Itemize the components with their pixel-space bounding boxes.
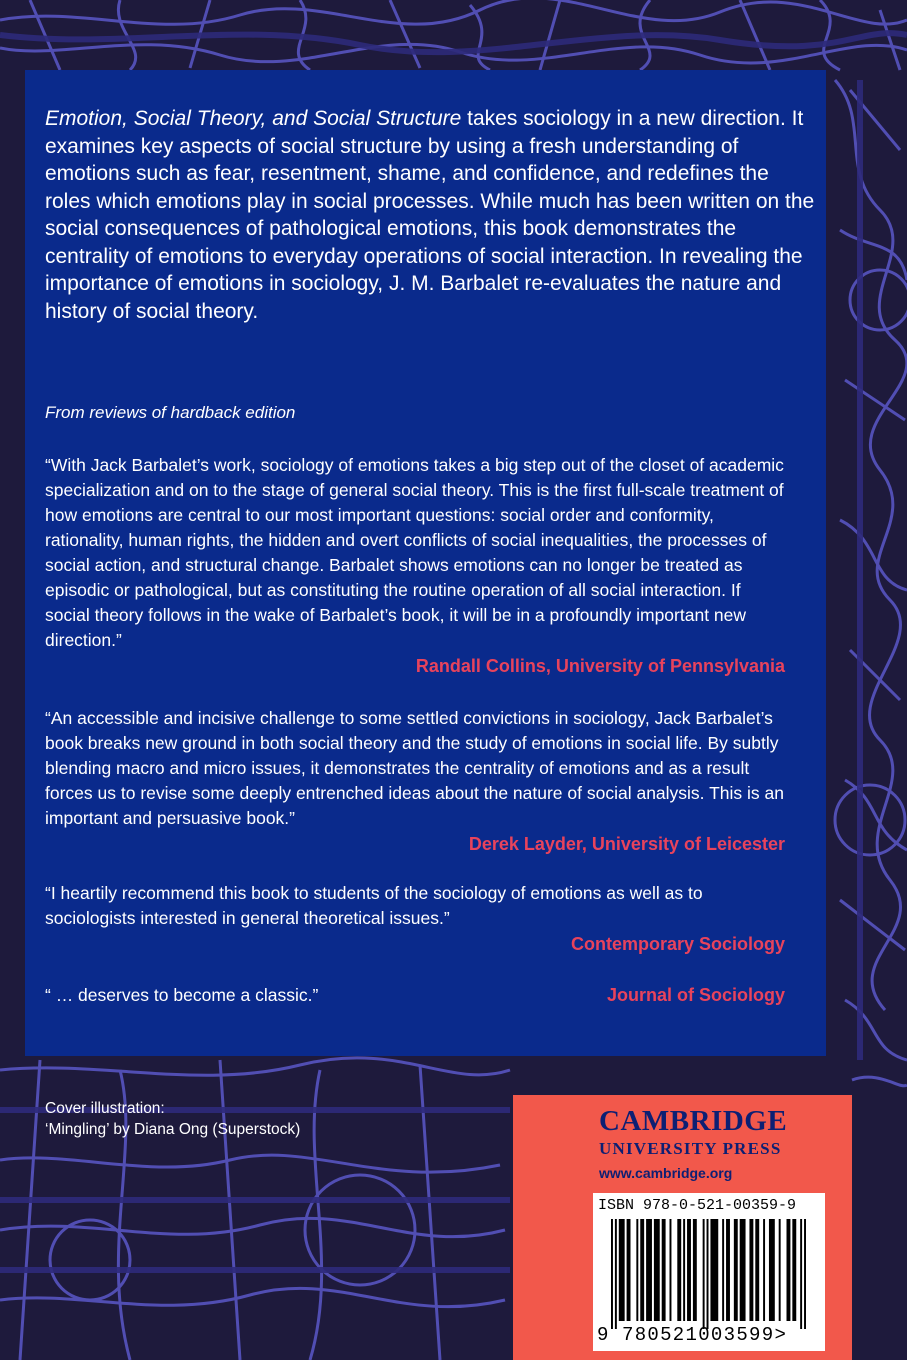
barcode-bar	[646, 1219, 652, 1321]
barcode-bar	[749, 1219, 753, 1321]
publisher-press: UNIVERSITY PRESS	[599, 1139, 782, 1158]
book-summary	[45, 105, 815, 325]
barcode-bar	[740, 1219, 746, 1321]
review-text: “An accessible and incisive challenge to some settled convictions in sociology, Jack Barbalet’s book breaks new ground in both social theory and the study of emotions in social life. By subtly blending macro and micro issues, it demonstrates the centrality of emotions and as a result forces us to revise some deeply entrenched ideas about the nature of social analysis. This is an important and persuasive book.”	[45, 708, 784, 828]
barcode	[593, 1193, 825, 1351]
barcode-bar	[792, 1219, 796, 1321]
review-quote	[45, 881, 785, 957]
barcode-bar	[800, 1219, 802, 1329]
barcode-bar	[677, 1219, 681, 1321]
book-title-italic: Emotion, Social Theory, and Social Structure	[45, 107, 462, 130]
publisher-panel	[513, 1095, 852, 1360]
barcode-bar	[703, 1219, 705, 1329]
barcode-bar	[779, 1219, 781, 1321]
reviews-heading: From reviews of hardback edition	[45, 403, 296, 422]
review-attribution: Contemporary Sociology	[570, 934, 785, 954]
barcode-bar	[734, 1219, 738, 1321]
barcode-bar	[755, 1219, 759, 1321]
ean-first-digit: 9	[597, 1324, 609, 1346]
barcode-bar	[693, 1219, 697, 1321]
barcode-bar	[683, 1219, 685, 1321]
summary-text: takes sociology in a new direction. It examines key aspects of social structure by using a fresh understanding of emotions such as fear, resentment, shame, and confidence, and redefines the roles which emotions play in social processes. While much has been written on the social consequences of pathological emotions, this book demonstrates the centrality of emotions to everyday operations of social interaction. In revealing the importance of emotions in sociology, J. M. Barbalet re-evaluates the nature and history of social theory.	[45, 107, 815, 323]
barcode-bar	[636, 1219, 638, 1321]
barcode-bar	[619, 1219, 625, 1321]
barcode-bar	[662, 1219, 666, 1321]
review-attribution: Randall Collins, University of Pennsylvania	[415, 656, 785, 676]
barcode-bar	[763, 1219, 765, 1321]
barcode-bar	[611, 1219, 613, 1329]
barcode-bar	[769, 1219, 775, 1321]
cover-illustration-credit	[45, 1098, 300, 1140]
barcode-bar	[627, 1219, 631, 1321]
barcode-bar	[787, 1219, 791, 1321]
barcode-bar	[726, 1219, 730, 1321]
ean-digit-groups: 780521003599	[622, 1324, 775, 1346]
ean-digits	[622, 1324, 787, 1346]
publisher-name: CAMBRIDGE	[599, 1105, 788, 1137]
barcode-bar	[722, 1219, 724, 1321]
review-quote	[45, 453, 785, 679]
review-attribution: Derek Layder, University of Leicester	[468, 834, 785, 854]
review-text: “I heartily recommend this book to students of the sociology of emotions as well as to sociologists interested in general theoretical issues.”	[45, 883, 703, 928]
publisher-url: www.cambridge.org	[599, 1165, 733, 1181]
barcode-bar	[804, 1219, 806, 1329]
review-text: “With Jack Barbalet’s work, sociology of emotions takes a big step out of the closet of academic specialization and on to the stage of general social theory. This is the first full-scale treatment of how emotions are central to our most important questions: social order and conformity, rationality, human rights, the hidden and overt conflicts of social inequalities, the processes of social action, and structural change. Barbalet shows emotions can no longer be treated as episodic or pathological, but as constituting the routine operation of all social interaction. If social theory follows in the wake of Barbalet’s book, it will be in a profoundly important new direction.”	[45, 455, 784, 650]
barcode-bar	[687, 1219, 691, 1321]
review-text: “ … deserves to become a classic.”	[45, 985, 319, 1005]
review-quote	[45, 706, 785, 857]
isbn-label: ISBN 978-0-521-00359-9	[598, 1197, 797, 1214]
barcode-bar	[707, 1219, 709, 1329]
credit-detail: ‘Mingling’ by Diana Ong (Superstock)	[45, 1121, 301, 1138]
review-quote	[45, 983, 785, 1008]
credit-label: Cover illustration:	[45, 1100, 165, 1117]
review-attribution: Journal of Sociology	[606, 985, 785, 1005]
ean-end-mark: >	[774, 1324, 788, 1346]
blurb-panel	[25, 70, 826, 1056]
barcode-bar	[654, 1219, 660, 1321]
barcode-bar	[640, 1219, 644, 1321]
barcode-bar	[670, 1219, 672, 1321]
barcode-bar	[710, 1219, 718, 1321]
barcode-bar	[615, 1219, 617, 1329]
